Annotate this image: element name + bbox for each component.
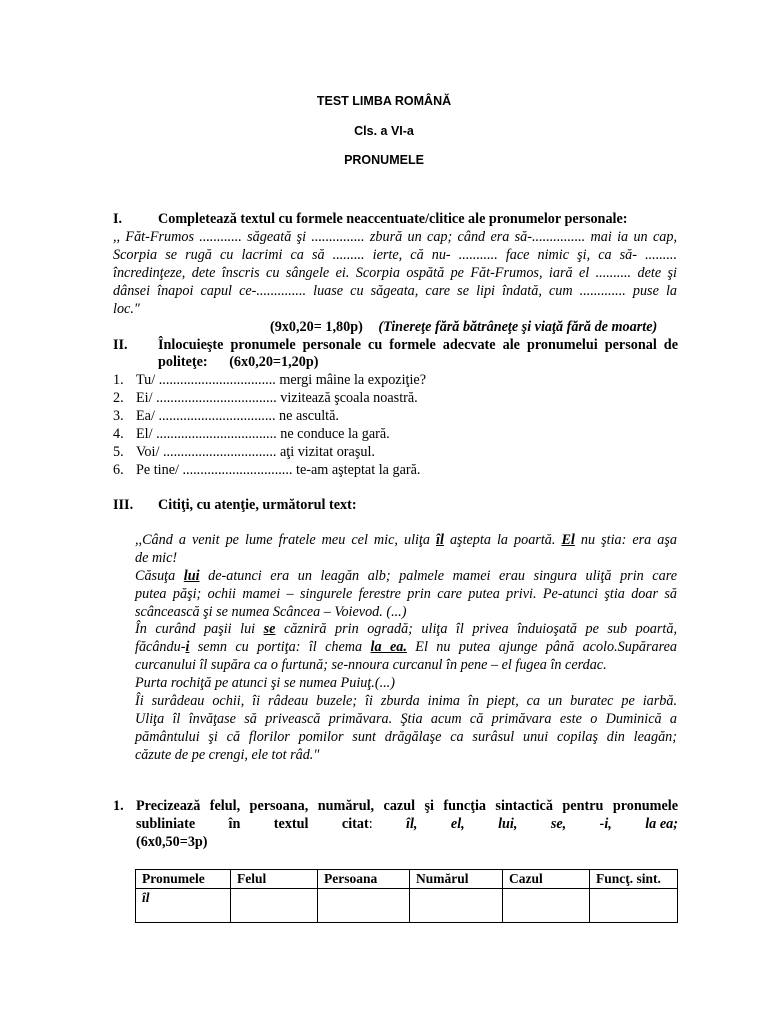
item-number: 6. xyxy=(113,462,124,478)
item-text: Ea/ ................................. ne ascultă. xyxy=(136,408,339,424)
table-cell[interactable] xyxy=(231,889,318,923)
underlined-pronoun: la ea. xyxy=(370,639,407,655)
table-header-row xyxy=(136,870,678,889)
passage-line-8: curcanului îl supăra ca o furtună; se-nnoura curcanul în pene – el fugea în cerdac. xyxy=(135,657,607,673)
underlined-pronoun: El xyxy=(561,532,575,548)
underlined-pronoun: i xyxy=(185,639,190,655)
item-number: 2. xyxy=(113,390,124,406)
table-cell[interactable] xyxy=(590,889,678,923)
item-number: 3. xyxy=(113,408,124,424)
passage-line-6: În curând paşii lui se căzniră prin ogradă; uliţa îl privea înduioşată pe sub poartă, xyxy=(135,621,677,637)
section1-heading: Completează textul cu formele neaccentuate/clitice ale pronumelor personale: xyxy=(158,211,628,227)
item-text: Voi/ ................................ aţi vizitat oraşul. xyxy=(136,444,375,460)
section2-score: (6x0,20=1,20p) xyxy=(229,354,319,370)
passage-line-2: de mic! xyxy=(135,550,178,566)
section3-heading: Citiţi, cu atenţie, următorul text: xyxy=(158,497,357,513)
passage-line-10: Îi surâdeau ochii, îi râdeau buzele; îi zburda inima în piept, ca un buratec pe iarbă. xyxy=(135,693,677,709)
section1-score-value: (9x0,20= 1,80p) xyxy=(270,319,363,335)
passage-line-1: ,,Când a venit pe lume fratele meu cel mic, uliţa îl aştepta la poartă. El nu ştia: era aşa xyxy=(135,532,678,548)
item-text: El/ .................................. ne conduce la gară. xyxy=(136,426,390,442)
section3-numeral: III. xyxy=(113,497,134,513)
section2-heading-line1: Înlocuieşte pronumele personale cu formele adecvate ale pronumelui personal de xyxy=(158,337,678,353)
answer-table xyxy=(135,869,678,923)
underlined-pronoun: lui xyxy=(183,568,200,584)
item-text: Ei/ .................................. vizitează şcoala noastră. xyxy=(136,390,418,406)
item-text: Tu/ ................................. mergi mâine la expoziţie? xyxy=(136,372,427,388)
section1-line-4: dânsei înapoi capul ce-.............. luase cu săgeata, care se lipi îndată, cum ............. puse la xyxy=(113,283,677,299)
section1-line-1: ,, Făt-Frumos ............ săgeată şi ............... zbură un cap; când era să-............... mai ia un cap, xyxy=(113,229,677,245)
passage-line-5: scâncească şi se numea Scâncea – Voievod. (...) xyxy=(135,604,407,620)
table-cell[interactable] xyxy=(410,889,503,923)
pronoun-list-item: se, xyxy=(550,816,567,832)
passage-line-9: Purta rochiţă pe atunci şi se numea Puiuţ.(...) xyxy=(135,675,395,691)
section2-numeral: II. xyxy=(113,337,128,353)
passage-line-13: căzute de pe crengi, ele tot râd." xyxy=(135,747,320,763)
table-header-cell: Pronumele xyxy=(136,870,231,889)
passage-line-4: putea păşi; ochii mamei – singurele ferestre prin care putea privi. Pe-atunci ştia doar să xyxy=(135,586,677,602)
table-cell[interactable] xyxy=(318,889,410,923)
table-header-cell: Felul xyxy=(231,870,318,889)
section1-line-2: Scorpia se rugă cu lacrimi ca să ......... ierte, că nu- ........... face nimic şi, ca să- ......... xyxy=(113,247,677,263)
table-header-cell: Persoana xyxy=(318,870,410,889)
underlined-pronoun: îl xyxy=(436,532,444,548)
test-title: TEST LIMBA ROMÂNĂ xyxy=(316,94,452,108)
question1-line1: Precizează felul, persoana, numărul, cazul şi funcţia sintactică pentru pronumele xyxy=(136,798,678,814)
underlined-pronoun: se xyxy=(263,621,276,637)
item-text: Pe tine/ ............................... te-am aşteptat la gară. xyxy=(136,462,421,478)
question1-numeral: 1. xyxy=(113,798,124,814)
topic-title: PRONUMELE xyxy=(344,153,424,167)
pronoun-list-item: el, xyxy=(450,816,465,832)
table-row xyxy=(136,889,678,923)
item-number: 4. xyxy=(113,426,124,442)
pronoun-list-item: la ea; xyxy=(645,816,678,832)
section1-numeral: I. xyxy=(113,211,123,227)
class-label: Cls. a VI-a xyxy=(354,124,414,138)
passage-line-11: Uliţa îl învăţase să privească primăvara. Ştia acum că primăvara este o Duminică a xyxy=(135,711,677,727)
section2-heading-line2 xyxy=(158,354,318,371)
item-number: 1. xyxy=(113,372,124,388)
pronoun-list-item: -i, xyxy=(599,816,612,832)
table-header-cell: Cazul xyxy=(503,870,590,889)
question1-score: (6x0,50=3p) xyxy=(136,834,208,850)
table-header-cell: Numărul xyxy=(410,870,503,889)
table-cell[interactable] xyxy=(503,889,590,923)
section1-score xyxy=(270,319,657,336)
passage-line-12: pământului şi că florilor pomilor sunt drăgălaşe ca surâsul unui copilaş din leagăn; xyxy=(135,729,677,745)
passage-line-7: făcându-i semn cu portiţa: îl chema la ea. El nu putea ajunge până acolo.Supărarea xyxy=(135,639,678,655)
section2-politeness-label: politeţe: xyxy=(158,354,208,370)
section1-source: (Tinereţe fără bătrâneţe şi viaţă fără de moarte) xyxy=(378,319,658,335)
table-cell: îl xyxy=(136,889,231,923)
pronoun-list-item: îl, xyxy=(406,816,418,832)
section1-line-3: încredinţeze, dete înscris cu sângele ei. Scorpia ospătă pe Făt-Frumos, iară el .......... dete şi xyxy=(113,265,677,281)
table-header-cell: Funcţ. sint. xyxy=(590,870,678,889)
question1-line2: subliniate în textul citat: îl, el, lui, se, -i, la ea; xyxy=(136,816,678,832)
section1-line-5: loc." xyxy=(113,301,140,317)
pronoun-list-item: lui, xyxy=(498,816,518,832)
item-number: 5. xyxy=(113,444,124,460)
passage-line-3: Căsuţa lui de-atunci era un leagăn alb; palmele mamei erau singura uliţă prin care xyxy=(135,568,677,584)
